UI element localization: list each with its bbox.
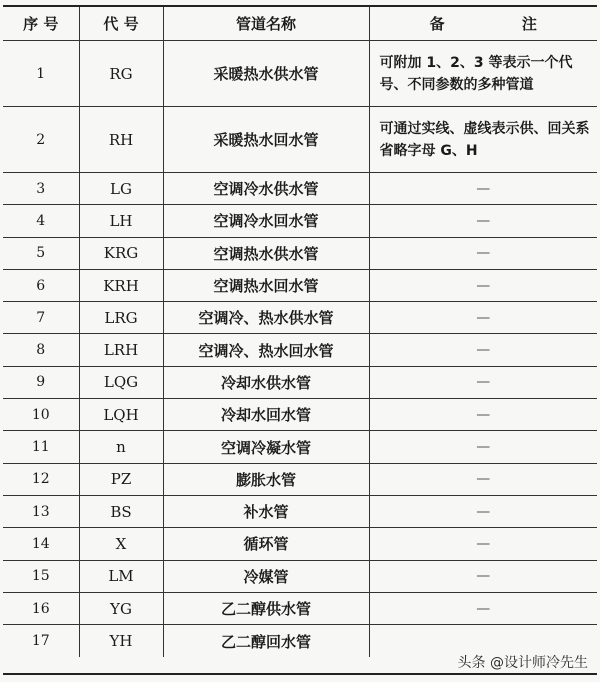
table-row (3, 302, 597, 334)
cell-serial-number: 10 (3, 399, 79, 431)
cell-serial-number: 13 (3, 495, 79, 527)
table-row (3, 463, 597, 495)
cell-serial-number: 4 (3, 205, 79, 237)
table-row (3, 237, 597, 269)
table-row (3, 592, 597, 624)
cell-code: n (79, 431, 163, 463)
cell-serial-number: 7 (3, 302, 79, 334)
cell-pipe-name: 空调热水回水管 (163, 269, 369, 301)
table-row (3, 269, 597, 301)
cell-serial-number: 12 (3, 463, 79, 495)
cell-code: LQH (79, 399, 163, 431)
cell-remarks: — (369, 334, 597, 366)
cell-pipe-name: 膨胀水管 (163, 463, 369, 495)
cell-remarks: — (369, 205, 597, 237)
cell-remarks: 可附加 1、2、3 等表示一个代号、不同参数的多种管道 (369, 41, 597, 107)
cell-pipe-name: 空调冷、热水回水管 (163, 334, 369, 366)
table-header (3, 7, 597, 41)
cell-serial-number: 3 (3, 173, 79, 205)
table-row (3, 205, 597, 237)
cell-remarks: 可通过实线、虚线表示供、回关系省略字母 G、H (369, 107, 597, 173)
header-code: 代 号 (79, 7, 163, 41)
cell-remarks: — (369, 592, 597, 624)
cell-remarks: — (369, 173, 597, 205)
cell-pipe-name: 冷媒管 (163, 560, 369, 592)
cell-pipe-name: 空调冷、热水供水管 (163, 302, 369, 334)
watermark-text: 头条 @设计师冷先生 (456, 652, 590, 672)
cell-remarks: — (369, 237, 597, 269)
pipe-code-table (3, 7, 597, 657)
cell-pipe-name: 循环管 (163, 528, 369, 560)
table-row (3, 560, 597, 592)
header-serial-number: 序 号 (3, 7, 79, 41)
cell-serial-number: 8 (3, 334, 79, 366)
cell-serial-number: 2 (3, 107, 79, 173)
table-row (3, 334, 597, 366)
table-body (3, 41, 597, 657)
cell-pipe-name: 空调冷水供水管 (163, 173, 369, 205)
cell-serial-number: 15 (3, 560, 79, 592)
cell-serial-number: 1 (3, 41, 79, 107)
cell-remarks: — (369, 528, 597, 560)
cell-code: LRH (79, 334, 163, 366)
table-row (3, 431, 597, 463)
cell-remarks: — (369, 495, 597, 527)
cell-pipe-name: 空调热水供水管 (163, 237, 369, 269)
cell-code: RG (79, 41, 163, 107)
header-remarks: 备 注 (369, 7, 597, 41)
cell-remarks: — (369, 431, 597, 463)
cell-pipe-name: 空调冷凝水管 (163, 431, 369, 463)
cell-serial-number: 14 (3, 528, 79, 560)
table-row (3, 366, 597, 398)
cell-serial-number: 5 (3, 237, 79, 269)
table-row (3, 528, 597, 560)
cell-remarks: — (369, 366, 597, 398)
pipe-code-table-sheet (3, 5, 597, 675)
table-row (3, 173, 597, 205)
cell-code: LH (79, 205, 163, 237)
cell-serial-number: 9 (3, 366, 79, 398)
cell-serial-number: 16 (3, 592, 79, 624)
cell-remarks: — (369, 560, 597, 592)
cell-pipe-name: 采暖热水回水管 (163, 107, 369, 173)
table-row (3, 107, 597, 173)
cell-code: LQG (79, 366, 163, 398)
table-row (3, 41, 597, 107)
header-pipe-name: 管道名称 (163, 7, 369, 41)
cell-pipe-name: 空调冷水回水管 (163, 205, 369, 237)
cell-code: KRG (79, 237, 163, 269)
cell-serial-number: 11 (3, 431, 79, 463)
cell-code: KRH (79, 269, 163, 301)
cell-code: LM (79, 560, 163, 592)
cell-pipe-name: 补水管 (163, 495, 369, 527)
cell-remarks: — (369, 302, 597, 334)
cell-code: LG (79, 173, 163, 205)
cell-pipe-name: 采暖热水供水管 (163, 41, 369, 107)
cell-pipe-name: 冷却水供水管 (163, 366, 369, 398)
cell-code: BS (79, 495, 163, 527)
cell-code: X (79, 528, 163, 560)
cell-serial-number: 6 (3, 269, 79, 301)
cell-remarks: — (369, 269, 597, 301)
cell-pipe-name: 冷却水回水管 (163, 399, 369, 431)
cell-serial-number: 17 (3, 625, 79, 657)
cell-remarks: — (369, 463, 597, 495)
cell-remarks: — (369, 399, 597, 431)
cell-pipe-name: 乙二醇回水管 (163, 625, 369, 657)
cell-code: PZ (79, 463, 163, 495)
cell-code: YH (79, 625, 163, 657)
cell-code: YG (79, 592, 163, 624)
cell-code: RH (79, 107, 163, 173)
table-row (3, 399, 597, 431)
cell-pipe-name: 乙二醇供水管 (163, 592, 369, 624)
table-row (3, 495, 597, 527)
cell-code: LRG (79, 302, 163, 334)
